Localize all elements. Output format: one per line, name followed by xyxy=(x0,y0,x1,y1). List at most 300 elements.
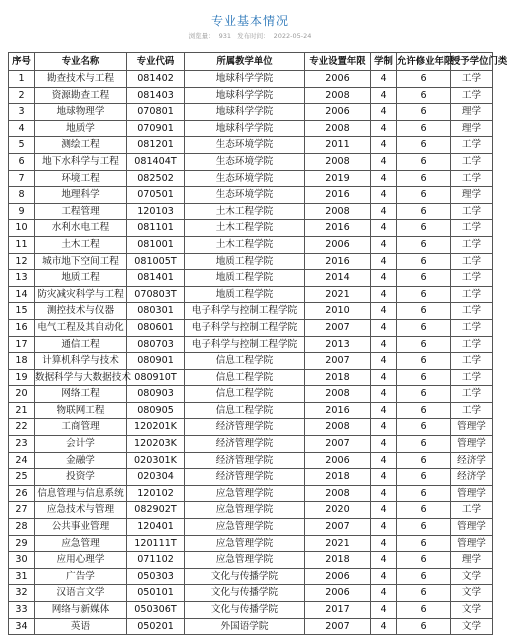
col-department: 应急管理学院 xyxy=(185,535,305,552)
col-degree-type: 工学 xyxy=(451,153,493,170)
table-row xyxy=(9,170,493,187)
col-duration: 4 xyxy=(371,353,397,370)
col-major-code: 081001 xyxy=(127,236,185,253)
col-max-years: 6 xyxy=(397,602,451,619)
table-row xyxy=(9,104,493,121)
col-duration: 4 xyxy=(371,187,397,204)
col-degree-type: 工学 xyxy=(451,402,493,419)
col-department: 信息工程学院 xyxy=(185,369,305,386)
col-duration: 4 xyxy=(371,71,397,88)
views-count: 931 xyxy=(218,32,232,40)
col-index: 29 xyxy=(9,535,35,552)
col-degree-type: 工学 xyxy=(451,236,493,253)
col-major-name: 数据科学与大数据技术 xyxy=(35,369,127,386)
col-index: 27 xyxy=(9,502,35,519)
col-major-name: 地下水科学与工程 xyxy=(35,153,127,170)
col-duration: 4 xyxy=(371,485,397,502)
col-department: 电子科学与控制工程学院 xyxy=(185,336,305,353)
col-index: 25 xyxy=(9,469,35,486)
col-major-code: 080901 xyxy=(127,353,185,370)
col-index: 17 xyxy=(9,336,35,353)
majors-table xyxy=(8,52,507,635)
col-index: 15 xyxy=(9,303,35,320)
col-index: 31 xyxy=(9,568,35,585)
col-major-code: 082502 xyxy=(127,170,185,187)
table-row xyxy=(9,535,493,552)
col-established-year: 2020 xyxy=(305,502,371,519)
col-established-year: 2007 xyxy=(305,353,371,370)
col-department: 应急管理学院 xyxy=(185,519,305,536)
col-max-years: 6 xyxy=(397,585,451,602)
col-established-year: 2007 xyxy=(305,319,371,336)
col-department: 生态环境学院 xyxy=(185,187,305,204)
col-duration: 4 xyxy=(371,270,397,287)
header-row xyxy=(9,53,493,71)
col-duration: 4 xyxy=(371,535,397,552)
col-max-years: 6 xyxy=(397,369,451,386)
col-index: 11 xyxy=(9,236,35,253)
col-established-year: 2017 xyxy=(305,602,371,619)
col-degree-type: 工学 xyxy=(451,303,493,320)
col-major-name: 测绘工程 xyxy=(35,137,127,154)
col-established-year: 2006 xyxy=(305,585,371,602)
col-degree-type: 工学 xyxy=(451,220,493,237)
col-duration: 4 xyxy=(371,568,397,585)
col-degree-type: 工学 xyxy=(451,286,493,303)
col-degree-type: 工学 xyxy=(451,71,493,88)
col-established-year: 2021 xyxy=(305,535,371,552)
col-index: 3 xyxy=(9,104,35,121)
col-department: 文化与传播学院 xyxy=(185,602,305,619)
col-max-years: 6 xyxy=(397,452,451,469)
col-established-year: 2008 xyxy=(305,120,371,137)
col-major-name: 工程管理 xyxy=(35,203,127,220)
col-degree-type: 工学 xyxy=(451,336,493,353)
col-max-years: 6 xyxy=(397,187,451,204)
col-max-years: 6 xyxy=(397,618,451,635)
col-max-years: 6 xyxy=(397,170,451,187)
table-row xyxy=(9,386,493,403)
views-label: 浏览量： xyxy=(188,32,215,40)
col-established-year: 2006 xyxy=(305,236,371,253)
col-major-code: 120201K xyxy=(127,419,185,436)
col-department: 应急管理学院 xyxy=(185,485,305,502)
header-col-major-name: 专业名称 xyxy=(35,53,127,71)
col-major-name: 地质学 xyxy=(35,120,127,137)
col-index: 24 xyxy=(9,452,35,469)
col-max-years: 6 xyxy=(397,336,451,353)
col-max-years: 6 xyxy=(397,535,451,552)
col-major-code: 080910T xyxy=(127,369,185,386)
col-degree-type: 文学 xyxy=(451,585,493,602)
col-degree-type: 工学 xyxy=(451,253,493,270)
col-duration: 4 xyxy=(371,220,397,237)
col-department: 土木工程学院 xyxy=(185,220,305,237)
table-row xyxy=(9,452,493,469)
page-title: 专业基本情况 xyxy=(210,14,289,28)
col-established-year: 2021 xyxy=(305,286,371,303)
table-row xyxy=(9,602,493,619)
col-department: 地球科学学院 xyxy=(185,71,305,88)
col-max-years: 6 xyxy=(397,220,451,237)
col-major-name: 水利水电工程 xyxy=(35,220,127,237)
col-max-years: 6 xyxy=(397,485,451,502)
col-duration: 4 xyxy=(371,319,397,336)
col-degree-type: 理学 xyxy=(451,187,493,204)
table-row xyxy=(9,203,493,220)
col-duration: 4 xyxy=(371,519,397,536)
col-major-name: 防灾减灾科学与工程 xyxy=(35,286,127,303)
table-body xyxy=(9,71,493,635)
col-established-year: 2019 xyxy=(305,170,371,187)
col-index: 30 xyxy=(9,552,35,569)
col-degree-type: 管理学 xyxy=(451,419,493,436)
col-established-year: 2008 xyxy=(305,203,371,220)
col-established-year: 2011 xyxy=(305,137,371,154)
col-max-years: 6 xyxy=(397,469,451,486)
col-established-year: 2006 xyxy=(305,452,371,469)
table-row xyxy=(9,120,493,137)
col-major-code: 050201 xyxy=(127,618,185,635)
col-major-code: 081101 xyxy=(127,220,185,237)
col-degree-type: 管理学 xyxy=(451,519,493,536)
col-major-name: 资源勘查工程 xyxy=(35,87,127,104)
col-major-code: 080905 xyxy=(127,402,185,419)
col-established-year: 2016 xyxy=(305,187,371,204)
col-index: 21 xyxy=(9,402,35,419)
col-degree-type: 工学 xyxy=(451,170,493,187)
col-duration: 4 xyxy=(371,602,397,619)
published-label: 发布时间： xyxy=(237,32,270,40)
col-degree-type: 工学 xyxy=(451,386,493,403)
col-major-name: 通信工程 xyxy=(35,336,127,353)
col-established-year: 2016 xyxy=(305,253,371,270)
col-established-year: 2006 xyxy=(305,568,371,585)
col-department: 经济管理学院 xyxy=(185,436,305,453)
table-row xyxy=(9,270,493,287)
col-degree-type: 经济学 xyxy=(451,469,493,486)
col-degree-type: 经济学 xyxy=(451,452,493,469)
col-max-years: 6 xyxy=(397,519,451,536)
col-department: 信息工程学院 xyxy=(185,386,305,403)
col-department: 地球科学学院 xyxy=(185,87,305,104)
col-department: 地球科学学院 xyxy=(185,120,305,137)
col-max-years: 6 xyxy=(397,353,451,370)
col-index: 26 xyxy=(9,485,35,502)
col-established-year: 2018 xyxy=(305,369,371,386)
col-major-name: 应急技术与管理 xyxy=(35,502,127,519)
col-duration: 4 xyxy=(371,419,397,436)
col-major-code: 080301 xyxy=(127,303,185,320)
col-major-name: 勘查技术与工程 xyxy=(35,71,127,88)
col-major-code: 070803T xyxy=(127,286,185,303)
col-major-code: 080703 xyxy=(127,336,185,353)
col-major-code: 080903 xyxy=(127,386,185,403)
col-degree-type: 文学 xyxy=(451,618,493,635)
col-major-name: 英语 xyxy=(35,618,127,635)
col-index: 32 xyxy=(9,585,35,602)
col-degree-type: 工学 xyxy=(451,319,493,336)
col-index: 4 xyxy=(9,120,35,137)
col-duration: 4 xyxy=(371,336,397,353)
col-max-years: 6 xyxy=(397,203,451,220)
col-index: 12 xyxy=(9,253,35,270)
col-established-year: 2010 xyxy=(305,303,371,320)
col-major-code: 082902T xyxy=(127,502,185,519)
col-major-code: 081402 xyxy=(127,71,185,88)
col-duration: 4 xyxy=(371,203,397,220)
table-row xyxy=(9,436,493,453)
col-index: 22 xyxy=(9,419,35,436)
col-major-name: 广告学 xyxy=(35,568,127,585)
col-index: 34 xyxy=(9,618,35,635)
col-max-years: 6 xyxy=(397,502,451,519)
col-major-name: 土木工程 xyxy=(35,236,127,253)
col-department: 电子科学与控制工程学院 xyxy=(185,319,305,336)
col-major-name: 公共事业管理 xyxy=(35,519,127,536)
col-max-years: 6 xyxy=(397,568,451,585)
col-department: 土木工程学院 xyxy=(185,236,305,253)
col-duration: 4 xyxy=(371,585,397,602)
col-max-years: 6 xyxy=(397,71,451,88)
col-established-year: 2007 xyxy=(305,519,371,536)
table-header xyxy=(9,53,507,71)
table-row xyxy=(9,253,493,270)
table-row xyxy=(9,585,493,602)
col-established-year: 2008 xyxy=(305,386,371,403)
col-degree-type: 理学 xyxy=(451,104,493,121)
col-department: 外国语学院 xyxy=(185,618,305,635)
col-department: 生态环境学院 xyxy=(185,137,305,154)
col-index: 6 xyxy=(9,153,35,170)
table-row xyxy=(9,618,493,635)
col-index: 9 xyxy=(9,203,35,220)
col-major-code: 120111T xyxy=(127,535,185,552)
col-major-code: 081403 xyxy=(127,87,185,104)
col-duration: 4 xyxy=(371,153,397,170)
col-major-name: 网络与新媒体 xyxy=(35,602,127,619)
col-major-name: 地理科学 xyxy=(35,187,127,204)
col-max-years: 6 xyxy=(397,137,451,154)
col-department: 生态环境学院 xyxy=(185,170,305,187)
col-index: 13 xyxy=(9,270,35,287)
col-major-name: 地质工程 xyxy=(35,270,127,287)
col-duration: 4 xyxy=(371,170,397,187)
col-index: 16 xyxy=(9,319,35,336)
col-degree-type: 管理学 xyxy=(451,485,493,502)
col-max-years: 6 xyxy=(397,236,451,253)
col-duration: 4 xyxy=(371,253,397,270)
col-duration: 4 xyxy=(371,502,397,519)
col-degree-type: 理学 xyxy=(451,552,493,569)
col-duration: 4 xyxy=(371,120,397,137)
col-department: 地质工程学院 xyxy=(185,270,305,287)
col-duration: 4 xyxy=(371,452,397,469)
col-degree-type: 工学 xyxy=(451,203,493,220)
col-degree-type: 管理学 xyxy=(451,535,493,552)
col-major-code: 081404T xyxy=(127,153,185,170)
col-department: 应急管理学院 xyxy=(185,552,305,569)
col-major-name: 环境工程 xyxy=(35,170,127,187)
col-index: 23 xyxy=(9,436,35,453)
header-col-established-year: 专业设置年限 xyxy=(305,53,371,71)
header-col-degree-type: 授予学位门类 xyxy=(451,53,493,71)
col-department: 经济管理学院 xyxy=(185,452,305,469)
table-row xyxy=(9,568,493,585)
col-major-code: 081401 xyxy=(127,270,185,287)
col-index: 18 xyxy=(9,353,35,370)
col-duration: 4 xyxy=(371,137,397,154)
col-major-name: 信息管理与信息系统 xyxy=(35,485,127,502)
table-row xyxy=(9,286,493,303)
col-major-code: 081201 xyxy=(127,137,185,154)
col-established-year: 2008 xyxy=(305,153,371,170)
article-meta xyxy=(0,31,500,40)
table-row xyxy=(9,469,493,486)
col-major-code: 120103 xyxy=(127,203,185,220)
published-date: 2022-05-24 xyxy=(273,32,312,40)
col-established-year: 2006 xyxy=(305,104,371,121)
col-major-code: 050306T xyxy=(127,602,185,619)
col-major-code: 050101 xyxy=(127,585,185,602)
col-major-name: 电气工程及其自动化 xyxy=(35,319,127,336)
col-max-years: 6 xyxy=(397,286,451,303)
col-established-year: 2018 xyxy=(305,469,371,486)
table-row xyxy=(9,419,493,436)
col-established-year: 2018 xyxy=(305,552,371,569)
col-degree-type: 工学 xyxy=(451,369,493,386)
header-col-department: 所属教学单位 xyxy=(185,53,305,71)
table-row xyxy=(9,319,493,336)
col-max-years: 6 xyxy=(397,319,451,336)
col-department: 信息工程学院 xyxy=(185,353,305,370)
col-max-years: 6 xyxy=(397,120,451,137)
col-major-name: 地球物理学 xyxy=(35,104,127,121)
col-duration: 4 xyxy=(371,402,397,419)
col-index: 7 xyxy=(9,170,35,187)
col-major-code: 081005T xyxy=(127,253,185,270)
col-established-year: 2014 xyxy=(305,270,371,287)
col-duration: 4 xyxy=(371,303,397,320)
col-degree-type: 工学 xyxy=(451,502,493,519)
col-major-name: 汉语言文学 xyxy=(35,585,127,602)
col-major-name: 工商管理 xyxy=(35,419,127,436)
col-index: 33 xyxy=(9,602,35,619)
col-department: 经济管理学院 xyxy=(185,419,305,436)
col-max-years: 6 xyxy=(397,386,451,403)
col-major-name: 会计学 xyxy=(35,436,127,453)
col-duration: 4 xyxy=(371,87,397,104)
col-index: 1 xyxy=(9,71,35,88)
col-degree-type: 文学 xyxy=(451,602,493,619)
col-major-code: 050303 xyxy=(127,568,185,585)
col-index: 19 xyxy=(9,369,35,386)
table-row xyxy=(9,519,493,536)
col-index: 10 xyxy=(9,220,35,237)
col-major-code: 080601 xyxy=(127,319,185,336)
header-col-index: 序号 xyxy=(9,53,35,71)
col-established-year: 2006 xyxy=(305,71,371,88)
col-major-name: 投资学 xyxy=(35,469,127,486)
col-department: 土木工程学院 xyxy=(185,203,305,220)
col-major-code: 120203K xyxy=(127,436,185,453)
col-established-year: 2016 xyxy=(305,402,371,419)
col-index: 28 xyxy=(9,519,35,536)
col-duration: 4 xyxy=(371,386,397,403)
col-max-years: 6 xyxy=(397,104,451,121)
col-established-year: 2016 xyxy=(305,220,371,237)
col-degree-type: 工学 xyxy=(451,270,493,287)
col-max-years: 6 xyxy=(397,270,451,287)
col-major-name: 测控技术与仪器 xyxy=(35,303,127,320)
col-established-year: 2008 xyxy=(305,419,371,436)
col-degree-type: 文学 xyxy=(451,568,493,585)
table-row xyxy=(9,303,493,320)
table-row xyxy=(9,502,493,519)
col-max-years: 6 xyxy=(397,153,451,170)
col-duration: 4 xyxy=(371,104,397,121)
col-department: 文化与传播学院 xyxy=(185,568,305,585)
col-department: 生态环境学院 xyxy=(185,153,305,170)
col-degree-type: 管理学 xyxy=(451,436,493,453)
col-major-name: 城市地下空间工程 xyxy=(35,253,127,270)
col-index: 14 xyxy=(9,286,35,303)
header-col-major-code: 专业代码 xyxy=(127,53,185,71)
col-max-years: 6 xyxy=(397,419,451,436)
col-major-name: 应用心理学 xyxy=(35,552,127,569)
col-major-name: 应急管理 xyxy=(35,535,127,552)
col-major-code: 070801 xyxy=(127,104,185,121)
table-row xyxy=(9,485,493,502)
col-department: 信息工程学院 xyxy=(185,402,305,419)
col-degree-type: 理学 xyxy=(451,120,493,137)
col-duration: 4 xyxy=(371,469,397,486)
col-duration: 4 xyxy=(371,436,397,453)
header-col-duration: 学制 xyxy=(371,53,397,71)
col-major-name: 金融学 xyxy=(35,452,127,469)
col-index: 2 xyxy=(9,87,35,104)
col-established-year: 2007 xyxy=(305,436,371,453)
col-index: 20 xyxy=(9,386,35,403)
col-max-years: 6 xyxy=(397,552,451,569)
col-degree-type: 工学 xyxy=(451,137,493,154)
col-major-name: 物联网工程 xyxy=(35,402,127,419)
col-degree-type: 工学 xyxy=(451,87,493,104)
col-duration: 4 xyxy=(371,286,397,303)
col-department: 文化与传播学院 xyxy=(185,585,305,602)
header-col-max-years: 允许修业年限 xyxy=(397,53,451,71)
col-index: 8 xyxy=(9,187,35,204)
col-major-code: 070501 xyxy=(127,187,185,204)
col-max-years: 6 xyxy=(397,303,451,320)
table-row xyxy=(9,552,493,569)
table-row xyxy=(9,71,493,88)
col-index: 5 xyxy=(9,137,35,154)
col-established-year: 2007 xyxy=(305,618,371,635)
col-major-name: 网络工程 xyxy=(35,386,127,403)
col-major-code: 070901 xyxy=(127,120,185,137)
col-established-year: 2013 xyxy=(305,336,371,353)
col-department: 经济管理学院 xyxy=(185,469,305,486)
col-established-year: 2008 xyxy=(305,87,371,104)
col-duration: 4 xyxy=(371,552,397,569)
table-row xyxy=(9,369,493,386)
table-row xyxy=(9,353,493,370)
col-major-code: 020304 xyxy=(127,469,185,486)
col-degree-type: 工学 xyxy=(451,353,493,370)
table-row xyxy=(9,153,493,170)
col-department: 地球科学学院 xyxy=(185,104,305,121)
